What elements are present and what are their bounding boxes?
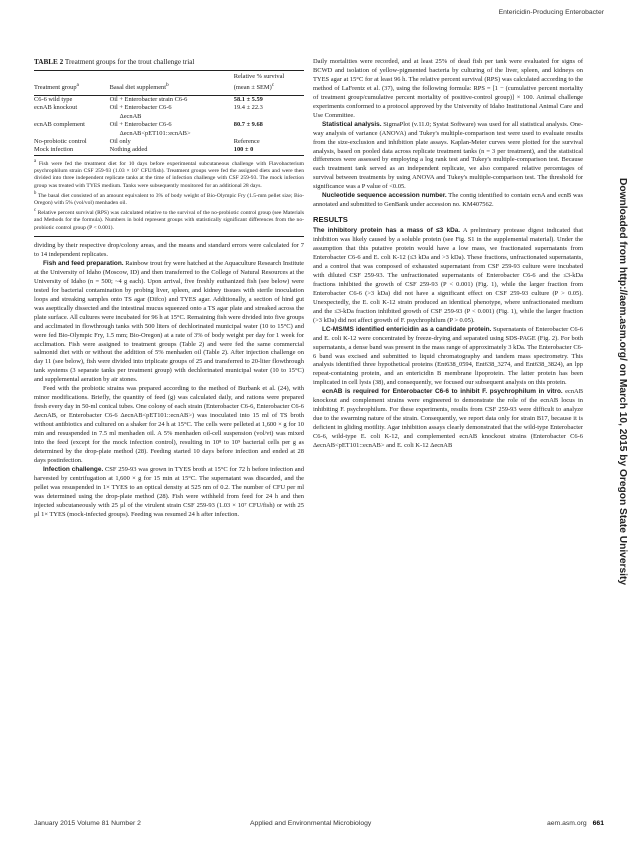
- paragraph-mortality: Daily mortalities were recorded, and at least 25% of dead fish per tank were evaluated for signs of BCWD and isolation of yellow-pigmented bacteria by culturing of the liver, spleen, and kidneys on TYES agar at 15°C for at least 96 h. The relative percent survival (RPS) was calculated according to the method of LaFrentz et al. (37), using the following formula: RPS = [1 − (cumulative percent mortality of treatment group/cumulative percent mortality of positive-control group)] × 100. Animal challenge experiments conformed to a protocol approved by the University of Idaho Institutional Animal Care and Use Committee.: [313, 58, 583, 119]
- table-row: No-probiotic control Oil only Reference: [34, 137, 260, 145]
- treatment-table: [34, 71, 304, 155]
- col-header-survival: Relative % survival (mean ± SEM)$^c$: [233, 73, 285, 92]
- table-end-rule: [34, 236, 304, 237]
- paragraph: dividing by their respective drop/colony areas, and the means and standard errors were calculated for 7 to 14 independent replicates.: [34, 242, 304, 258]
- footer-right: [547, 820, 604, 827]
- footer-journal: Applied and Environmental Microbiology: [250, 820, 372, 827]
- footnote-b: $^b$ The basal diet consisted of an amount equivalent to 3% of body weight of Bio-Olympic Fry (1.5-mm pellet size; Bio-Oregon) with 5% (vol/vol) menhaden oil.: [34, 190, 304, 206]
- table-bottom-rule: [34, 155, 304, 156]
- download-sidebar: [616, 178, 630, 708]
- running-header: Entericidin-Producing Enterobacter: [498, 9, 604, 16]
- table-row: ecnAB complement Oil + Enterobacter C6-6 ΔecnAB<pET101::ecnAB> 80.7 ± 9.68: [34, 121, 263, 137]
- left-column: [34, 58, 304, 520]
- footer-issue: January 2015 Volume 81 Number 2: [34, 820, 141, 827]
- col-header-group: Treatment group$^a$: [34, 82, 79, 92]
- results-heading: RESULTS: [313, 215, 348, 225]
- footnote-c: $^c$ Relative percent survival (RPS) was calculated relative to the survival of the no-probiotic control group (see Materials and Methods for the formula). Numbers in bold represent groups with statistically significant differences from the no-probiotic control group (P < 0.001).: [34, 208, 305, 231]
- table-title: Treatment groups for the trout challenge trial: [64, 58, 195, 66]
- footer-site-link[interactable]: aem.asm.org: [546, 820, 587, 827]
- footnote-a: $^a$ Fish were fed the treatment diet for 10 days before experimental subcutaneous challenge with Flavobacterium psychrophilum strain CSF 259-93 (1.03 × 10⁷ CFU/fish). Treatment groups were fed the assigned diets and were then divided into three independent replicate tanks at the time of infection challenge with CSF 259-93. The mock infection group was treated with TYES medium. Tanks were subsequently monitored for an additional 28 days.: [34, 158, 304, 189]
- page-footer: [34, 820, 604, 832]
- paragraph-feed-prep: Feed with the probiotic strains was prepared according to the method of Burbank et al. (24), with minor modifications. Briefly, the quantity of feed (g) was calculated daily, and rations were prepared fresh every day in 50-ml conical tubes. One colony of each strain (Enterobacter C6-6, Enterobacter C6-6 ΔecnAB, or Enterobacter C6-6 ΔecnAB<pET101::ecnAB>) was inoculated into 15 ml of TS broth without antibiotics and cultured on a shaker for 24 h at 15°C. The cells were pelleted at 1,600 × g for 10 min and resuspended in 7.5 ml menhaden oil. A 5% menhaden oil-cell suspension (vol/vt) was mixed into the feed (except for the mock infection control), resulting in 10⁸ to 10⁹ bacterial cells per g as determined by the drop-plate method (28). Feeding started 10 days before infection and ended at 28 days postinfection.: [34, 385, 304, 464]
- page-number: 661: [592, 820, 604, 827]
- table-header-row: [34, 71, 304, 95]
- table-row: ecnAB knockout Oil + Enterobacter C6-6 ΔecnAB 19.4 ± 22.3: [34, 104, 263, 120]
- download-note: Downloaded from http://aem.asm.org/ on March 10, 2015 by Oregon State University: [617, 178, 628, 586]
- right-column: [313, 58, 583, 451]
- table-row: Mock infection Nothing added 100 ± 0: [34, 146, 254, 154]
- paragraph-result-3: ecnAB is required for Enterobacter C6-6 to inhibit F. psychrophilum in vitro. ecnAB knockout and complement strains were engineered to demonstrate the role of the ecnAB locus in inhibiting F. psychrophilum. For these experiments, results from CSF 259-93 were difficult to analyze due to the swarming nature of the strain. Consequently, we report data only for strain B17, because it is deficient in gliding motility. Agar inhibition assays clearly demonstrated that the wild-type Enterobacter C6-6, wild-type E. coli K-12, and complemented ecnAB knockout strains (Enterobacter C6-6 ΔecnAB<pET101::ecnAB> and E. coli K-12 ΔecnAB: [313, 388, 583, 450]
- paragraph-result-2: LC-MS/MS identified entericidin as a candidate protein. Supernatants of Enterobacter C6-6 and E. coli K-12 were concentrated by freeze-drying and separated using SDS-PAGE (Fig. 2). For both supernatants, a dense band was present in the mass range of approximately 3 kDa. The Enterobacter C6-6 band was excised and submitted to liquid chromatography and tandem mass spectrometry. This analysis identified three hypothetical proteins (Ent638_0594, Ent638_3274, and Ent638_3824), an lpp repeat-containing protein, and an entericidin B membrane lipoprotein. The latter protein has been implicated in cell lysis (38), and consequently, we focused our subsequent analysis on this protein.: [313, 325, 583, 387]
- table-row: C6-6 wild type Oil + Enterobacter strain C6-6 58.1 ± 5.59: [34, 95, 263, 103]
- paragraph-result-1: The inhibitory protein has a mass of ≤3 kDa. A preliminary protease digest indicated that inhibition was likely caused by a soluble protein (see Fig. S1 in the supplemental material). Under the assumption that this putative protein would have a low mass, we fractionated supernatants from Enterobacter C6-6 and E. coli K-12 (≤3 kDa and >3 kDa). These fractions, unfractionated supernatants, and a control that was composed of exhausted supernatant from CSF 259-93 culture were incubated with diluted CSF 259-93. The unfractionated supernatants of Enterobacter C6-6 and the ≤3-kDa fractions inhibited the growth of CSF 259-93 (P < 0.001) (Fig. 1), while the larger fraction from Enterobacter C6-6 (>3 kDa) did not have a significant effect on CSF 259-93 culture (P > 0.05). Unexpectedly, the E. coli K-12 strain produced an identical phenotype, where unfractionated medium and the ≤3-kDa fraction inhibited growth of CSF 259-93 (P < 0.001) (Fig. 1), while the larger fraction (>3 kDa) did not affect growth of F. psychrophilum (P > 0.05).: [313, 227, 583, 324]
- paragraph-fish-feed: Fish and feed preparation. Rainbow trout fry were hatched at the Aquaculture Research Institute at the University of Idaho (Moscow, ID) and then transferred to the College of Natural Resources at the University of Idaho (n = 500; ~4 g each). Upon arrival, five freshly euthanized fish (see below) were tested for bacterial contamination by probing liver, spleen, and kidney tissues with sterile inoculation loops and streaking samples onto TS agar (Difco) and TYES agar. Additionally, a section of hind gut was aseptically dissected and the intestinal mucus squeezed onto a TS agar plate and streaked across the plate surface. All cultures were incubated for 96 h at 15°C. Remaining fish were divided into five groups and acclimated in flowthrough tanks with 500 liters of dechlorinated municipal water (10 to 15°C) and were fed Bio-Olympic Fry, 1.5 mm; Bio-Oregon) at a rate of 3% of body weight per day for 1 week for acclimation. Fish were assigned to treatment groups (Table 2) and were fed the same commercial salmonid diet with or without the addition of 5% menhaden oil (Table 2). After injection challenge on day 11 (see below), fish were divided into triplicate groups of 25 and transferred to 20-liter flowthrough tank systems (3 separate tanks per treatment group) with dechlorinated municipal water (10 to 15°C) and supplemental aeration by air stones.: [34, 259, 305, 384]
- paragraph-statistics: Statistical analysis. SigmaPlot (v.11.0; Systat Software) was used for all statistical analysis. One-way analysis of variance (ANOVA) and Tukey's multiple-comparison test were used to evaluate results from the size-exclusion and inhibition plate assays. Kaplan-Meier curves were plotted for the survival analysis, based on pooled data across replicate treatment tanks (n = 3 per treatment), and the statistical differences were assessed by employing a log rank test and Tukey's multiple-comparison test. Because each treatment tank served as an independent replicate, we also compared relative percentages of survival between treatments by using ANOVA and Tukey's multiple-comparison test. The threshold for significance was a P value of <0.05.: [313, 120, 583, 191]
- col-header-diet: Basal diet supplement$^b$: [109, 82, 169, 92]
- table-caption: [34, 58, 304, 67]
- table-label: TABLE 2: [34, 58, 64, 66]
- paragraph-accession: Nucleotide sequence accession number. The contig identified to contain ecnA and ecnB was annotated and submitted to GenBank under accession no. KM407562.: [313, 192, 583, 209]
- table-footnotes: [34, 158, 304, 232]
- paragraph-infection: Infection challenge. CSF 259-93 was grown in TYES broth at 15°C for 72 h before infection and harvested by centrifugation at 1,600 × g for 15 min at 15°C. The supernatant was discarded, and the pellet was resuspended in 1× TYES to an optical density at 525 nm of 0.2. The number of CFU per ml was determined using the drop-plate method (28). Fish were withheld from feed for 24 h and then injected subcutaneously with 25 µl of the virulent strain CSF 259-93 (1.03 × 10⁷ CFU/fish) or with 25 µl 1× TYES (mock-infected groups). Feeding was resumed 24 h after infection.: [34, 465, 304, 518]
